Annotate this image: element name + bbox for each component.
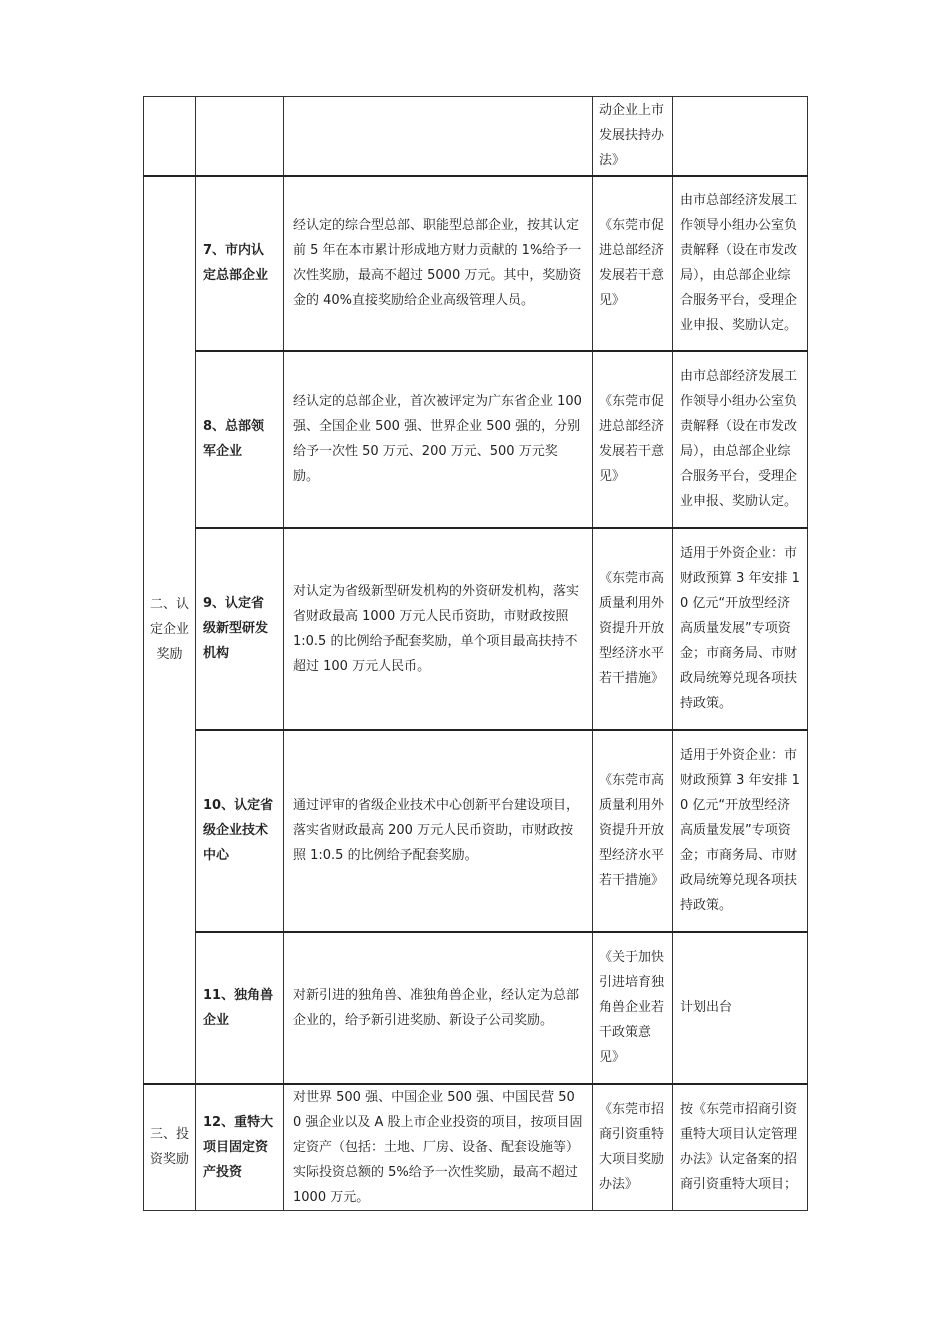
item-label: 12、重特大项目固定资产投资 [203,1114,274,1180]
policy-basis-text: 动企业上市发展扶持办法》 [599,103,665,169]
item-cell [196,932,284,1084]
item-label: 10、认定省级企业技术中心 [203,798,274,863]
department-text: 由市总部经济发展工作领导小组办公室负责解释（设在市发改局），由总部企业综合服务平台，受理企业申报、奖励认定。 [680,193,798,333]
description-cell [284,730,593,932]
description-text: 经认定的综合型总部、职能型总部企业，按其认定前 5 年在本市累计形成地方财力贡献的 1%给予一次性奖励，最高不超过 5000 万元。其中，奖励资金的 40%直接奖励给企业高级管理人员。 [293,218,582,308]
item-cell [196,528,284,730]
item-cell [196,97,284,176]
department-text: 由市总部经济发展工作领导小组办公室负责解释（设在市发改局），由总部企业综合服务平台，受理企业申报、奖励认定。 [680,369,798,509]
table-row [144,97,808,176]
description-text: 通过评审的省级企业技术中心创新平台建设项目，落实省财政最高 200 万元人民币资助，市财政按照 1:0.5 的比例给予配套奖励。 [293,798,580,863]
item-label: 7、市内认定总部企业 [203,243,269,283]
description-text: 对新引进的独角兽、准独角兽企业，经认定为总部企业的，给予新引进奖励、新设子公司奖励。 [293,987,580,1028]
description-text: 经认定的总部企业，首次被评定为广东省企业 100 强、全国企业 500 强、世界企业 500 强的，分别给予一次性 50 万元、200 万元、500 万元奖励。 [293,394,582,484]
policy-basis-text: 《东莞市促进总部经济发展若干意见》 [599,218,665,308]
table-row [144,528,808,730]
item-label: 9、认定省级新型研发机构 [203,596,269,661]
policy-basis-text: 《东莞市招商引资重特大项目奖励办法》 [599,1102,665,1193]
item-label: 11、独角兽企业 [203,987,274,1028]
description-cell [284,932,593,1084]
table-row [144,1084,808,1211]
item-cell [196,351,284,528]
department-text: 计划出台 [680,1000,733,1015]
description-cell [284,97,593,176]
policy-basis-text: 《东莞市高质量利用外资提升开放型经济水平若干措施》 [599,571,665,686]
table-row [144,176,808,351]
department-text: 适用于外资企业：市财政预算 3 年安排 10 亿元“开放型经济高质量发展”专项资金；市商务局、市财政局统筹兑现各项扶持政策。 [680,546,800,711]
table-row [144,351,808,528]
department-cell [673,528,808,730]
department-cell [673,176,808,351]
policy-basis-text: 《东莞市高质量利用外资提升开放型经济水平若干措施》 [599,773,665,888]
item-cell [196,1084,284,1211]
department-text: 适用于外资企业：市财政预算 3 年安排 10 亿元“开放型经济高质量发展”专项资金；市商务局、市财政局统筹兑现各项扶持政策。 [680,748,800,913]
department-cell [673,97,808,176]
category-label: 三、投资奖励 [149,1127,189,1168]
description-text: 对认定为省级新型研发机构的外资研发机构，落实省财政最高 1000 万元人民币资助，市财政按照 1:0.5 的比例给予配套奖励，单个项目最高扶持不超过 100 万元人民币。 [293,583,580,674]
description-cell [284,1084,593,1211]
policy-basis-cell [593,176,673,351]
policy-basis-cell [593,97,673,176]
policy-basis-cell [593,730,673,932]
item-cell [196,730,284,932]
item-label: 8、总部领军企业 [203,419,265,459]
policy-basis-cell [593,1084,673,1211]
department-cell [673,932,808,1084]
category-label: 二、认定企业奖励 [149,597,189,662]
category-cell [144,97,196,176]
description-cell [284,528,593,730]
department-cell [673,730,808,932]
category-cell [144,1084,196,1211]
policy-basis-text: 《关于加快引进培育独角兽企业若干政策意见》 [599,950,665,1065]
category-cell [144,176,196,1084]
policy-table [143,96,808,1211]
table-row [144,730,808,932]
description-cell [284,351,593,528]
policy-basis-cell [593,351,673,528]
policy-basis-text: 《东莞市促进总部经济发展若干意见》 [599,394,665,484]
description-cell [284,176,593,351]
department-text: 按《东莞市招商引资重特大项目认定管理办法》认定备案的招商引资重特大项目； [680,1102,798,1193]
policy-basis-cell [593,932,673,1084]
description-text: 对世界 500 强、中国企业 500 强、中国民营 500 强企业以及 A 股上市企业投资的项目，按项目固定资产（包括：土地、厂房、设备、配套设施等）实际投资总额的 5%给予一次性奖励，最高不超过 1000 万元。 [293,1089,583,1205]
department-cell [673,1084,808,1211]
item-cell [196,176,284,351]
table-row [144,932,808,1084]
department-cell [673,351,808,528]
policy-basis-cell [593,528,673,730]
